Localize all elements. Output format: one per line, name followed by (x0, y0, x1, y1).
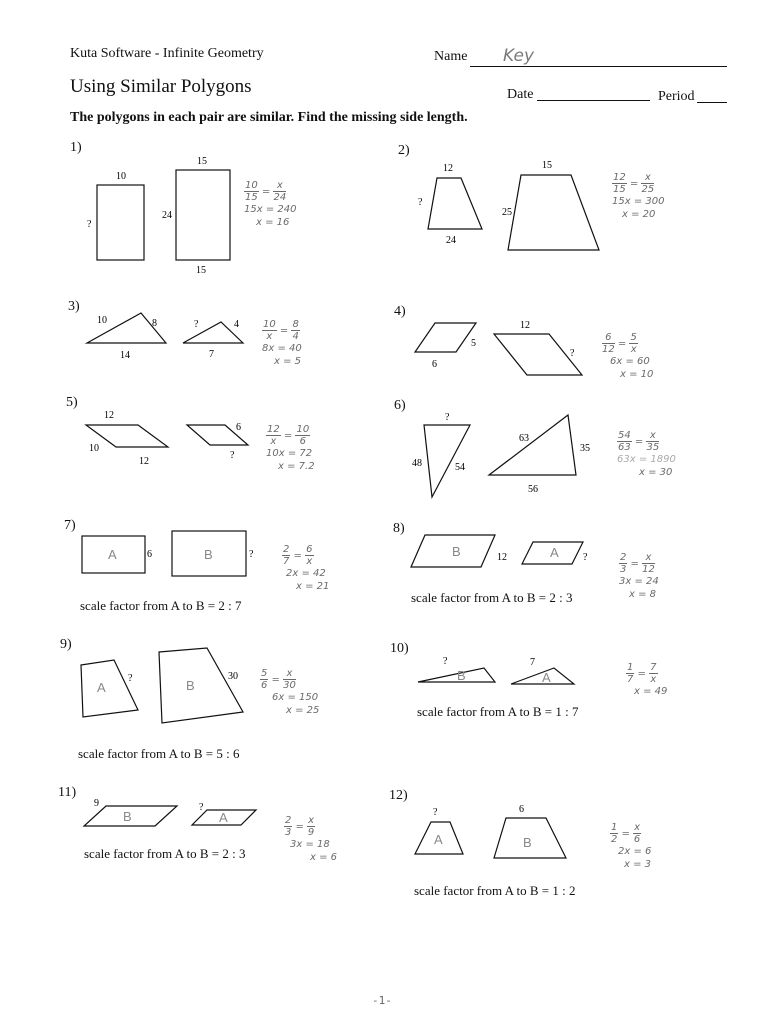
side-label: 6 (432, 359, 437, 370)
handwritten-work: $\frac{2}{7}$ = $\frac{6}{x}$ 2x = 42 x = 21 (283, 544, 330, 592)
publisher-label: Kuta Software - Infinite Geometry (70, 46, 264, 61)
side-label: 12 (104, 410, 114, 421)
problem-number: 4) (394, 304, 406, 319)
scale-factor: scale factor from A to B = 2 : 3 (411, 590, 573, 605)
shape-name: B (123, 809, 132, 824)
problem-number: 10) (390, 641, 409, 656)
side-label: 15 (196, 265, 206, 276)
side-label: 54 (455, 462, 465, 473)
side-label: ? (443, 656, 448, 667)
side-label: ? (249, 549, 254, 560)
scale-factor: scale factor from A to B = 2 : 7 (80, 598, 242, 613)
side-label: 7 (209, 349, 214, 360)
side-label: ? (583, 552, 588, 563)
problem-number: 3) (68, 299, 80, 314)
handwritten-work: $\frac{10}{15}$ = $\frac{x}{24}$ 15x = 240 x = 16 (244, 180, 297, 228)
shape-name: B (457, 668, 466, 683)
side-label: ? (199, 802, 204, 813)
shape-name: B (186, 678, 195, 693)
side-label: 9 (94, 798, 99, 809)
shape-name: B (452, 544, 461, 559)
side-label: 10 (89, 443, 99, 454)
shape-name: B (204, 547, 213, 562)
problem-number: 2) (398, 143, 410, 158)
problem-number: 7) (64, 518, 76, 533)
side-label: 24 (162, 210, 172, 221)
scale-factor: scale factor from A to B = 5 : 6 (78, 746, 240, 761)
side-label: 12 (139, 456, 149, 467)
side-label: 15 (542, 160, 552, 171)
side-label: ? (194, 319, 199, 330)
shape-name: A (550, 545, 559, 560)
problem-number: 11) (58, 785, 77, 800)
instructions: The polygons in each pair are similar. Find the missing side length. (70, 110, 468, 125)
side-label: 10 (97, 315, 107, 326)
shape-name: A (219, 810, 228, 825)
problem-number: 9) (60, 637, 72, 652)
side-label: 14 (120, 350, 130, 361)
side-label: 6 (236, 422, 241, 433)
handwritten-work: $\frac{6}{12}$ = $\frac{5}{x}$ 6x = 60 x = 10 (602, 332, 654, 380)
side-label: ? (230, 450, 235, 461)
side-label: 63 (519, 433, 529, 444)
shape-name: A (97, 680, 106, 695)
period-label: Period (658, 89, 695, 104)
side-label: ? (445, 412, 450, 423)
side-label: 7 (530, 657, 535, 668)
side-label: 12 (443, 163, 453, 174)
side-label: 12 (520, 320, 530, 331)
scale-factor: scale factor from A to B = 1 : 2 (414, 883, 576, 898)
side-label: 15 (197, 156, 207, 167)
side-label: 35 (580, 443, 590, 454)
handwritten-work: $\frac{1}{2}$ = $\frac{x}{6}$ 2x = 6 x = 3 (611, 822, 652, 870)
shape-name: A (108, 547, 117, 562)
side-label: 6 (147, 549, 152, 560)
side-label: ? (570, 348, 575, 359)
handwritten-work: $\frac{12}{15}$ = $\frac{x}{25}$ 15x = 300 x = 20 (612, 172, 665, 220)
side-label: 56 (528, 484, 538, 495)
scale-factor: scale factor from A to B = 1 : 7 (417, 704, 579, 719)
problem-number: 5) (66, 395, 78, 410)
shape-name: A (434, 832, 443, 847)
side-label: 5 (471, 338, 476, 349)
shape-name: B (523, 835, 532, 850)
side-label: 25 (502, 207, 512, 218)
name-label: Name (434, 49, 468, 64)
handwritten-work: $\frac{2}{3}$ = $\frac{x}{9}$ 3x = 18 x = 6 (285, 815, 338, 863)
side-label: ? (128, 673, 133, 684)
handwritten-work: $\frac{12}{x}$ = $\frac{10}{6}$ 10x = 72 x = 7.2 (266, 424, 315, 472)
side-label: 24 (446, 235, 456, 246)
scale-factor: scale factor from A to B = 2 : 3 (84, 846, 246, 861)
side-label: 4 (234, 319, 239, 330)
problem-number: 6) (394, 398, 406, 413)
problem-number: 12) (389, 788, 408, 803)
problem-number: 8) (393, 521, 405, 536)
handwritten-work: $\frac{5}{6}$ = $\frac{x}{30}$ 6x = 150 x = 25 (261, 668, 320, 716)
side-label: ? (433, 807, 438, 818)
problem-number: 1) (70, 140, 82, 155)
side-label: ? (87, 219, 92, 230)
handwritten-work: $\frac{2}{3}$ = $\frac{x}{12}$ 3x = 24 x = 8 (619, 552, 659, 600)
page-number: -1- (372, 994, 392, 1007)
side-label: 8 (152, 318, 157, 329)
side-label: ? (418, 197, 423, 208)
side-label: 48 (412, 458, 422, 469)
side-label: 30 (228, 671, 238, 682)
side-label: 12 (497, 552, 507, 563)
handwritten-work: $\frac{10}{x}$ = $\frac{8}{4}$ 8x = 40 x = 5 (262, 319, 302, 367)
side-label: 10 (116, 171, 126, 182)
side-label: 6 (519, 804, 524, 815)
worksheet-title: Using Similar Polygons (70, 76, 252, 97)
handwritten-work: $\frac{54}{63}$ = $\frac{x}{35}$ 63x = 1890 x = 30 (617, 430, 676, 478)
handwritten-work: $\frac{1}{7}$ = $\frac{7}{x}$ x = 49 (627, 662, 668, 697)
date-label: Date (507, 87, 534, 102)
name-value: Key (503, 46, 535, 66)
shape-name: A (542, 670, 551, 685)
